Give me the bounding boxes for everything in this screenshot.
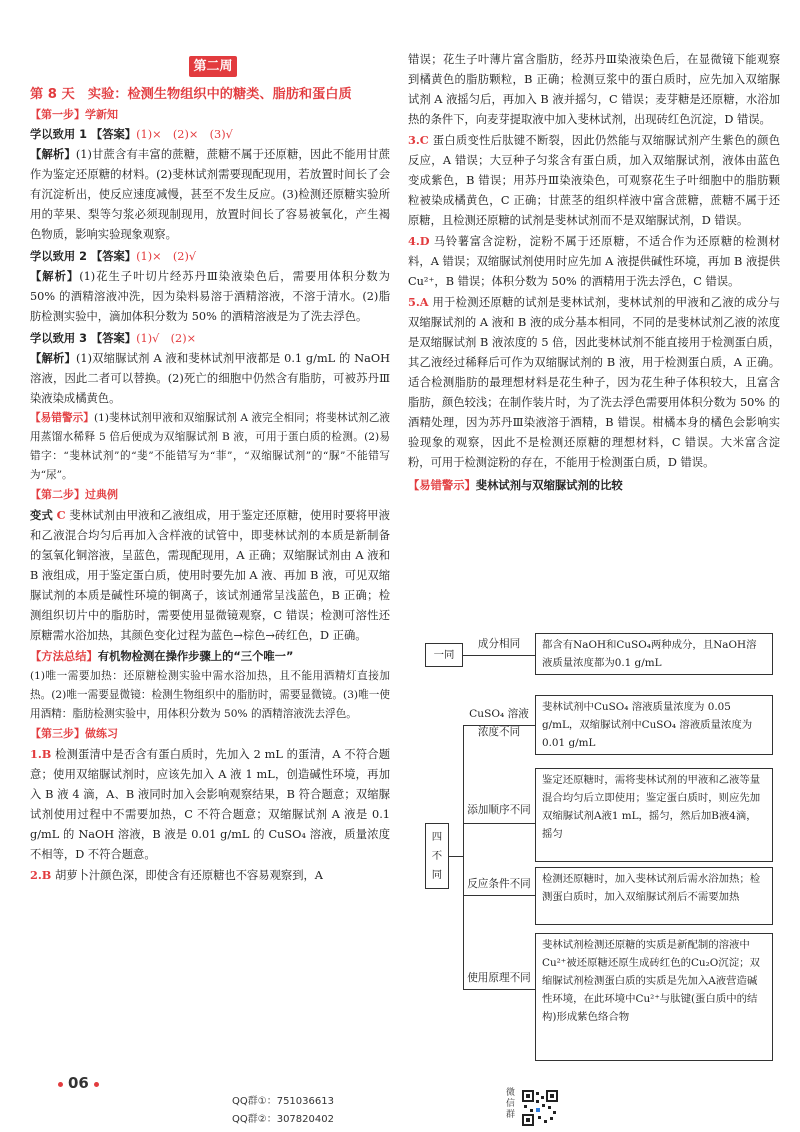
e5-num: 5. <box>408 295 420 309</box>
q1-head: 学以致用 1 【答案】 <box>30 128 137 141</box>
e2-answer: B <box>41 868 52 882</box>
week-badge: 第二周 <box>189 56 237 77</box>
q1-analysis-label: 【解析】 <box>30 148 76 161</box>
e5-text: 用于检测还原糖的试剂是斐林试剂，斐林试剂的甲液和乙液的成分与双缩脲试剂的 A 液和 B 液的成分基本相同，不同的是斐林试剂乙液的浓度是双缩脲试剂 B 液浓度的 5 倍，因此斐林试剂不能直接用于检测蛋白质，其乙液经过稀释后可作为双缩脲试剂的 B 液，用于检测蛋白质，A 正确。适合检测脂肪的最理想材料是花生种子，因为花生种子体积较大，且富含脂肪，颜色较浅；在制作装片时，为了洗去浮色需要用体积分数为 50% 的酒精处理，因为苏丹Ⅲ染液溶于酒精，B 错误。柑橘本身的橘色会影响实验现象的观察，因此不是检测还原糖的理想材料，C 错误。大米富含淀粉，可用于检测淀粉的存在，不能用于检测蛋白质，D 错误。 <box>408 296 780 469</box>
method-label: 【方法总结】 <box>30 649 98 663</box>
q1-answer: (1)× (2)× (3)√ <box>136 128 233 141</box>
warn1-label: 【易错警示】 <box>30 412 94 424</box>
diff-trunk <box>463 725 464 989</box>
step1-heading: 【第一步】学新知 <box>30 108 118 121</box>
row3-box: 检测还原糖时，加入斐林试剂后需水浴加热；检测蛋白质时，加入双缩脲试剂后不需要加热 <box>535 867 773 925</box>
qr-code-icon[interactable] <box>522 1090 558 1126</box>
e1-num: 1. <box>30 747 42 761</box>
e2-text: 胡萝卜汁颜色深，即使含有还原糖也不容易观察到，A <box>54 869 323 882</box>
diff-node: 四不同 <box>425 823 449 889</box>
e2-num: 2. <box>30 868 42 882</box>
e4-num: 4. <box>408 234 420 248</box>
wechat-label: 微信群 <box>506 1088 516 1120</box>
e1-text: 检测蛋清中是否含有蛋白质时，先加入 2 mL 的蛋清，A 不符合题意；使用双缩脲试剂时，应该先加入 A 液 1 mL，创造碱性环境，再加入 B 液 4 滴，A、B 液同时加入会影响观察结果，B 符合题意；双缩脲试剂使用过程中不需要加热，C 不符合题意；双缩脲试剂 A 液是 0.1 g/mL 的 NaOH 溶液，B 液是 0.01 g/mL 的 CuSO₄ 溶液，质量浓度不相等，D 不符合题意。 <box>30 748 390 861</box>
e4-answer: D <box>419 234 430 248</box>
e1-answer: B <box>41 747 52 761</box>
e3-answer: C <box>419 133 429 147</box>
right-column <box>408 50 780 496</box>
left-column <box>30 105 390 886</box>
warn2-head: 斐林试剂与双缩脲试剂的比较 <box>475 479 623 492</box>
same-box: 都含有NaOH和CuSO₄两种成分，且NaOH溶液质量浓度都为0.1 g/mL <box>535 633 773 675</box>
method-text: (1)唯一需要加热：还原糖检测实验中需水浴加热，且不能用酒精灯直接加热。(2)唯一需要显微镜：检测生物组织中的脂肪时，需要显微镜。(3)唯一使用酒精：脂肪检测实验中，用体积分数为 50% 的酒精溶液洗去浮色。 <box>30 670 390 720</box>
row4-connector <box>463 989 535 990</box>
row3-connector <box>463 895 535 896</box>
row4-label: 使用原理不同 <box>467 972 531 984</box>
variant-answer: C <box>56 508 66 522</box>
row2-label: 添加顺序不同 <box>467 804 531 816</box>
row4-box: 斐林试剂检测还原糖的实质是新配制的溶液中Cu²⁺被还原糖还原生成砖红色的Cu₂O沉淀；双缩脲试剂检测蛋白质的实质是先加入A液营造碱性环境，在此环境中Cu²⁺与肽键(蛋白质中的结构)形成紫色络合物 <box>535 933 773 1061</box>
qq-group-1: QQ群①：751036613 <box>232 1096 334 1107</box>
row1-label: CuSO₄ 溶液浓度不同 <box>469 708 529 738</box>
page-dot-left <box>58 1082 63 1087</box>
row1-box: 斐林试剂中CuSO₄ 溶液质量浓度为 0.05 g/mL，双缩脲试剂中CuSO₄ 溶液质量浓度为 0.01 g/mL <box>535 695 773 755</box>
step3-heading: 【第三步】做练习 <box>30 727 118 740</box>
q3-answer: (1)√ (2)× <box>136 332 197 345</box>
day-title: 第 8 天 实验：检测生物组织中的糖类、脂肪和蛋白质 <box>30 87 352 102</box>
diff-stem <box>449 856 463 857</box>
qq-group-2: QQ群②：307820402 <box>232 1114 334 1125</box>
same-connector <box>463 655 535 656</box>
method-head: 有机物检测在操作步骤上的“三个唯一” <box>97 650 294 663</box>
q3-analysis: (1)双缩脲试剂 A 液和斐林试剂甲液都是 0.1 g/mL 的 NaOH 溶液，因此二者可以替换。(2)死亡的细胞中仍然含有脂肪，可被苏丹Ⅲ染液染成橘黄色。 <box>30 352 390 405</box>
row3-label: 反应条件不同 <box>467 878 531 890</box>
same-row-label: 成分相同 <box>477 638 521 650</box>
q2-head: 学以致用 2 【答案】 <box>30 250 137 263</box>
row2-connector <box>463 823 535 824</box>
same-node: 一同 <box>425 643 463 667</box>
q3-analysis-label: 【解析】 <box>30 352 76 365</box>
page-number: 06 <box>68 1074 89 1092</box>
comparison-diagram <box>425 633 775 1063</box>
q1-analysis: (1)甘蔗含有丰富的蔗糖，蔗糖不属于还原糖，因此不能用甘蔗作为鉴定还原糖的材料。(2)斐林试剂需要现配现用，若放置时间长了会有沉淀析出，使反应速度减慢，甚至不发生反应。(3)检测还原糖实验所用的苹果、梨等匀浆必须现制现用，放置时间长了容易被氧化，产生褐色物质，影响实验现象观察。 <box>30 148 390 241</box>
variant-label: 变式 <box>30 509 53 522</box>
e3-text: 蛋白质变性后肽键不断裂，因此仍然能与双缩脲试剂产生紫色的颜色反应，A 错误；大豆种子匀浆含有蛋白质，加入双缩脲试剂，液体由蓝色变成紫色，B 错误；用苏丹Ⅲ染液染色，可观察花生子叶细胞中的脂肪颗粒被染成橘黄色，C 正确；甘蔗茎的组织样液中富含蔗糖，蔗糖不属于还原糖，且检测还原糖的试剂是斐林试剂而不是双缩脲试剂，D 错误。 <box>408 134 780 227</box>
q2-analysis: (1)花生子叶切片经苏丹Ⅲ染液染色后，需要用体积分数为 50% 的酒精溶液冲洗，因为染料易溶于酒精溶液，不溶于清水。(2)脂肪检测实验中，滴加体积分数为 50% 的酒精溶液是为了洗去浮色。 <box>30 270 390 323</box>
q2-answer: (1)× (2)√ <box>136 250 197 263</box>
e4-text: 马铃薯富含淀粉，淀粉不属于还原糖，不适合作为还原糖的检测材料，A 错误；双缩脲试剂使用时应先加 A 液提供碱性环境，再加 B 液提供 Cu²⁺，B 错误；体积分数为 50% 的酒精用于洗去浮色，C 错误。 <box>408 235 780 288</box>
variant-text: 斐林试剂由甲液和乙液组成，用于鉴定还原糖，使用时要将甲液和乙液混合均匀后再加入含样液的试管中，即斐林试剂的本质是新制备的氢氧化铜溶液，呈蓝色，需现配现用，A 正确；双缩脲试剂由 A 液和 B 液组成，用于鉴定蛋白质，使用时要先加 A 液、再加 B 液，可见双缩脲试剂的本质是碱性环境的铜离子，该试剂通常呈浅蓝色，B 正确；检测组织切片中的脂肪时，需要使用显微镜观察，C 错误；检测可溶性还原糖需水浴加热，其颜色变化过程为蓝色→棕色→砖红色，D 正确。 <box>30 509 390 642</box>
page-dot-right <box>94 1082 99 1087</box>
q3-head: 学以致用 3 【答案】 <box>30 332 137 345</box>
warn2-label: 【易错警示】 <box>408 478 476 492</box>
e2-continued: 错误；花生子叶薄片富含脂肪，经苏丹Ⅲ染液染色后，在显微镜下能观察到橘黄色的脂肪颗粒，B 正确；检测豆浆中的蛋白质时，应先加入双缩脲试剂 A 液摇匀后，再加入 B 液并摇匀，C 错误；麦芽糖是还原糖，水浴加热的条件下，向麦芽提取液中加入斐林试剂，出现砖红色沉淀，D 错误。 <box>408 53 780 126</box>
warn1-text: (1)斐林试剂甲液和双缩脲试剂 A 液完全相同；将斐林试剂乙液用蒸馏水稀释 5 倍后便成为双缩脲试剂 B 液，可用于蛋白质的检测。(2)易错字：“斐林试剂”的“斐”不能错写为“菲”，“双缩脲试剂”的“脲”不能错写为“尿”。 <box>30 412 391 481</box>
e5-answer: A <box>419 295 429 309</box>
q2-analysis-label: 【解析】 <box>30 270 80 283</box>
e3-num: 3. <box>408 133 420 147</box>
row2-box: 鉴定还原糖时，需将斐林试剂的甲液和乙液等量混合均匀后立即使用；鉴定蛋白质时，则应先加双缩脲试剂A液1 mL，摇匀，然后加B液4滴，摇匀 <box>535 768 773 862</box>
step2-heading: 【第二步】过典例 <box>30 488 118 501</box>
